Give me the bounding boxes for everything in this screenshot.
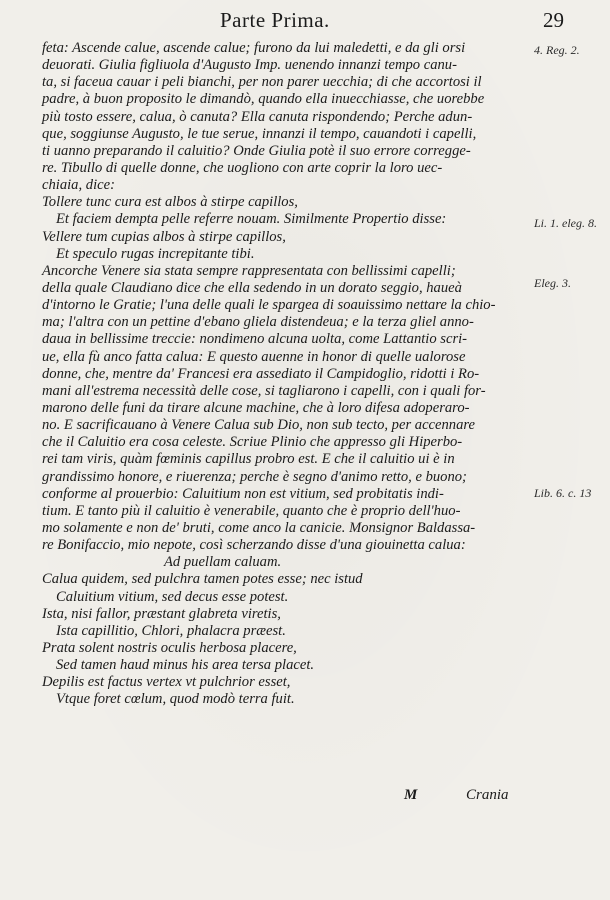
text-line: più tosto essere, calua, ò canuta? Ella canuta rispondendo; Perche adun- [42,108,473,125]
margin-notes [0,40,610,740]
page-header [0,6,610,34]
text-line: donne, che, mentre da' Francesi era assediato il Campidoglio, ridotti i Ro- [42,365,480,382]
verse-line: Depilis est factus vertex vt pulchrior esset, [42,674,291,691]
text-line: rei tam viris, quàm fœminis capillus probro est. E che il caluitio ui è in [42,451,455,468]
text-line: feta: Ascende calue, ascende calue; furono da lui maledetti, e da gli orsi [42,40,466,56]
verse-line: Et faciem dempta pelle referre nouam. Similmente Propertio disse: [56,211,447,228]
text-line: d'intorno le Gratie; l'una delle quali le spargea di soauissimo nettare la chio- [42,297,496,314]
text-line: deuorati. Giulia figliuola d'Augusto Imp. uenendo innanzi tempo canu- [42,57,457,74]
text-line: daua in bellissime treccie: nondimeno alcuna uolta, come Lattantio scri- [42,331,468,348]
text-line: grandissimo honore, e riuerenza; perche è segno d'animo retto, e buono; [42,468,467,485]
text-line: ta, si faceua cauar i peli bianchi, per non parer uecchia; di che accortosi il [42,74,482,91]
margin-note: 4. Reg. 2. [534,43,580,57]
verse-line: Ista capillitio, Chlori, phalacra præest. [56,622,286,639]
text-line: re. Tibullo di quelle donne, che uogliono con arte coprir la loro uec- [42,159,443,176]
page-number: 29 [543,8,564,32]
verse-line: Calua quidem, sed pulchra tamen potes esse; nec istud [42,571,363,588]
margin-note: Eleg. 3. [534,276,571,290]
verse-line: Prata solent nostris oculis herbosa placere, [42,639,297,656]
margin-note: Lib. 6. c. 13 [534,486,592,500]
text-line: mo solamente e non de' bruti, come anco la canicie. Monsignor Baldassa- [42,519,476,536]
verse-line: Vellere tum cupias albos à stirpe capillos, [42,228,286,245]
page-footer [0,787,610,809]
verse-line: Tollere tunc cura est albos à stirpe capillos, [42,194,298,211]
catchword: Crania [466,787,509,803]
poem-heading: Ad puellam caluam. [164,554,282,571]
text-line: padre, à buon proposito le dimandò, quando ella inuecchiasse, che uorebbe [42,91,485,108]
text-line: tium. E tanto più il caluitio è venerabile, quanto che è proprio dell'huo- [42,502,461,519]
text-line: Ancorche Venere sia stata sempre rappresentata con bellissimi capelli; [42,262,456,279]
text-line: chiaia, dice: [42,177,115,194]
verse-line: Caluitium vitium, sed decus esse potest. [56,588,289,605]
text-line: que, soggiunse Augusto, le tue serue, innanzi il tempo, cauandoti i capelli, [42,125,477,142]
signature-mark: M [404,787,418,803]
text-line: mani all'estrema necessità delle cose, si tagliarono i capelli, con i quali for- [42,382,486,399]
text-line: ma; l'altra con un pettine d'ebano gliela distendeua; e la terza gliel anno- [42,314,474,331]
verse-line: Ista, nisi fallor, præstant glabreta viretis, [42,605,281,622]
running-title: Parte Prima. [220,8,330,32]
verse-line: Et speculo rugas increpitante tibi. [56,245,255,262]
verse-line: Vtque foret cœlum, quod modò terra fuit. [56,691,295,708]
text-line: ue, ella fù anco fatta calua: E questo auenne in honor di quelle ualorose [42,348,466,365]
text-line: no. E sacrificauano à Venere Calua sub Dio, non sub tecto, per accennare [42,417,476,434]
margin-note: Li. 1. eleg. 8. [534,216,597,230]
text-line: ti uanno preparando il caluitio? Onde Giulia potè il suo errore corregge- [42,142,471,159]
text-line: conforme al prouerbio: Caluitium non est vitium, sed probitatis indi- [42,485,444,502]
text-line: della quale Claudiano dice che ella sedendo in un dorato seggio, haueà [42,279,462,296]
text-line: che il Caluitio era cosa celeste. Scriue Plinio che appresso gli Hiperbo- [42,434,463,451]
verse-line: Sed tamen haud minus his area tersa placet. [56,657,315,674]
text-line: re Bonifaccio, mio nepote, così scherzando disse d'una giouinetta calua: [42,537,466,554]
text-line: marono delle funi da tirare alcune machine, che à loro difesa adoperaro- [42,399,470,416]
